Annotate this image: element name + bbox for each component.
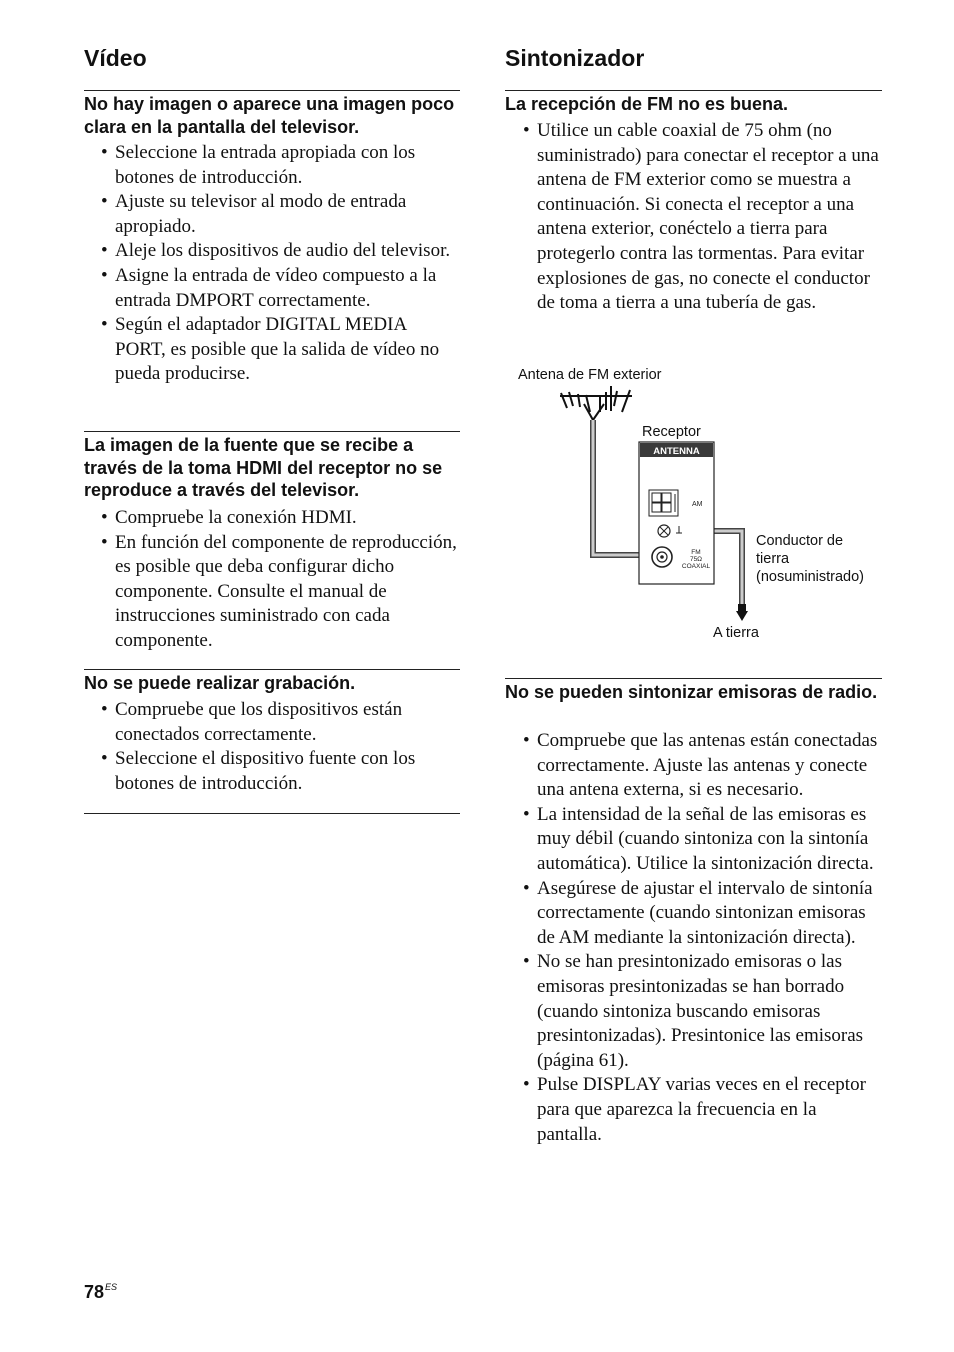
list-item: • Según el adaptador DIGITAL MEDIA PORT, es posible que la salida de vídeo no pueda producirse. (101, 313, 460, 387)
down-arrow-icon (736, 611, 748, 621)
language-code: ES (105, 1282, 118, 1292)
antenna-panel-title: ANTENNA (653, 446, 700, 457)
list-item: • Compruebe que los dispositivos están conectados correctamente. (101, 698, 460, 747)
ground-wire-label-3: (nosuministrado) (756, 569, 864, 585)
list-item: • No se han presintonizado emisoras o las emisoras presintonizadas se han borrado (cuando sintoniza buscando emisoras presintonizadas). Presintonice las emisoras (página 61). (523, 950, 882, 1073)
list-item: • Compruebe la conexión HDMI. (101, 506, 460, 531)
ground-wire-label-2: tierra (756, 551, 790, 567)
list-item: • Seleccione la entrada apropiada con los botones de introducción. (101, 141, 460, 190)
fm-antenna-icon (560, 386, 632, 420)
solution-list (523, 729, 882, 1147)
am-label: AM (692, 501, 703, 508)
list-item: • Ajuste su televisor al modo de entrada apropiado. (101, 190, 460, 239)
page-number-value: 78 (84, 1282, 105, 1302)
page-number (84, 1282, 117, 1303)
list-item: • Asigne la entrada de vídeo compuesto a la entrada DMPORT correctamente. (101, 264, 460, 313)
solution-list (101, 698, 460, 796)
problem-heading: No se pueden sintonizar emisoras de radio. (505, 682, 878, 702)
fm-coaxial-label: COAXIAL (681, 563, 711, 570)
to-ground-label: A tierra (713, 625, 759, 641)
list-item: • Utilice un cable coaxial de 75 ohm (no suministrado) para conectar el receptor a una antena de FM exterior como se muestra a continuación. Si conecta el receptor a una antena exterior, conéctelo a tierra para protegerlo contra las tormentas. Para evitar explosiones de gas, no conecte el conductor de toma a tierra a una tubería de gas. (523, 119, 882, 316)
divider (84, 813, 460, 814)
fm-impedance-label: 75Ω (689, 556, 703, 563)
list-item: • Pulse DISPLAY varias veces en el receptor para que aparezca la frecuencia en la pantalla. (523, 1073, 882, 1147)
receiver-label: Receptor (642, 424, 701, 440)
section-title-tuner: Sintonizador (505, 45, 645, 71)
list-item: • Compruebe que las antenas están conectadas correctamente. Ajuste las antenas y conecte una antena externa, si es necesario. (523, 729, 882, 803)
list-item: • Seleccione el dispositivo fuente con los botones de introducción. (101, 747, 460, 796)
list-item: • La intensidad de la señal de las emisoras es muy débil (cuando sintoniza con la sintonía automática). Utilice la sintonización directa. (523, 803, 882, 877)
problem-heading: La recepción de FM no es buena. (505, 94, 789, 114)
list-item: • Asegúrese de ajustar el intervalo de sintonía correctamente (cuando sintonizan emisoras de AM mediante la sintonización directa). (523, 877, 882, 951)
problem-heading: No se puede realizar grabación. (84, 673, 356, 693)
problem-heading: No hay imagen o aparece una imagen poco clara en la pantalla del televisor. (84, 94, 455, 137)
section-title-video: Vídeo (84, 45, 147, 71)
problem-heading: La imagen de la fuente que se recibe a través de la toma HDMI del receptor no se reproduce a través del televisor. (84, 435, 443, 500)
list-item: • Aleje los dispositivos de audio del televisor. (101, 239, 460, 264)
fm-label: FM (691, 549, 701, 556)
list-item: • En función del componente de reproducción, es posible que deba configurar dicho componente. Consulte el manual de instrucciones suministrado con cada componente. (101, 531, 460, 654)
antenna-label: Antena de FM exterior (518, 367, 662, 383)
ground-wire-label-1: Conductor de (756, 533, 844, 549)
